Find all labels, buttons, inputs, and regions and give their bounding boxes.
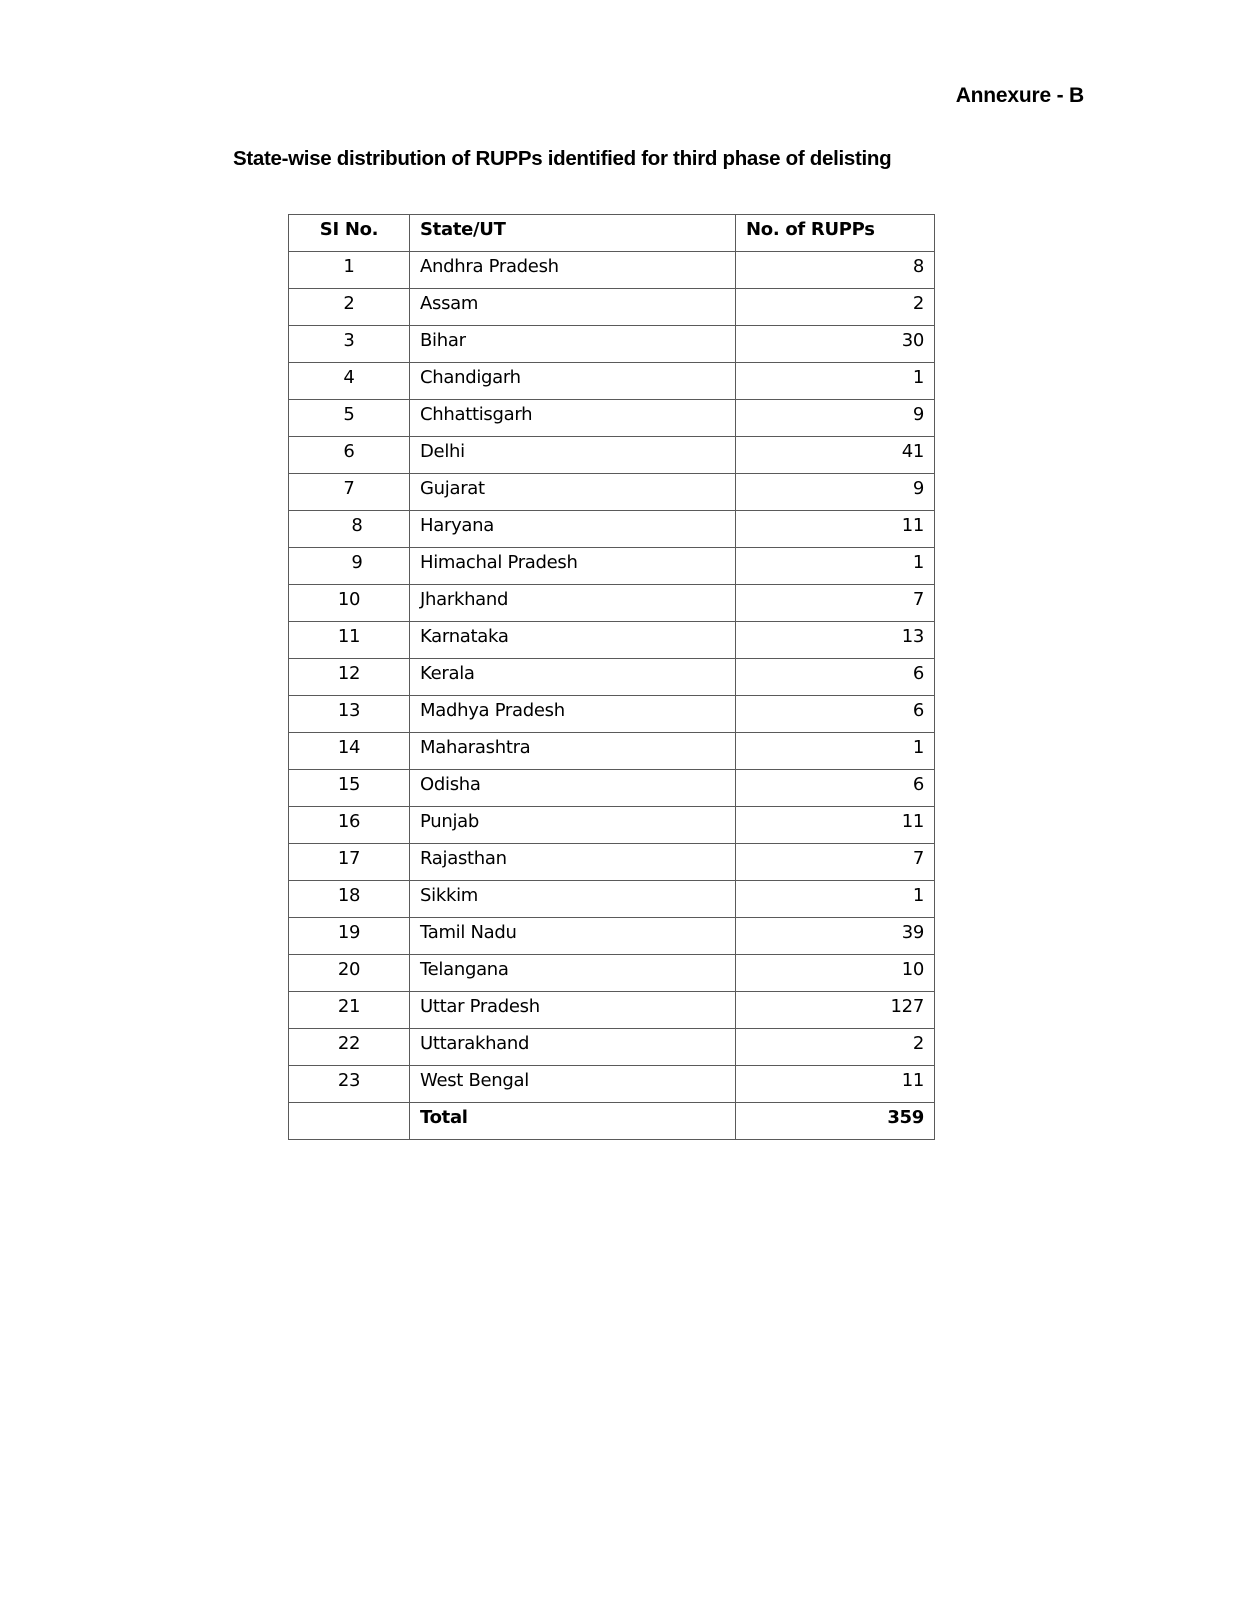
table-row [289,585,935,622]
state-cell: Telangana [410,955,736,992]
sl-no-cell: 11 [289,622,410,659]
rupp-count-cell: 1 [736,733,935,770]
table-row [289,437,935,474]
rupp-count-cell: 9 [736,474,935,511]
sl-no-cell: 17 [289,844,410,881]
total-sl-cell [289,1103,410,1140]
table-total-row [289,1103,935,1140]
sl-no-cell: 21 [289,992,410,1029]
table-row [289,252,935,289]
table-row [289,696,935,733]
sl-no-cell: 6 [289,437,410,474]
state-cell: Delhi [410,437,736,474]
state-cell: Rajasthan [410,844,736,881]
rupp-count-cell: 11 [736,1066,935,1103]
sl-no-cell: 15 [289,770,410,807]
rupp-count-cell: 30 [736,326,935,363]
state-cell: Madhya Pradesh [410,696,736,733]
rupp-count-cell: 1 [736,881,935,918]
rupp-count-cell: 39 [736,918,935,955]
sl-no-cell: 4 [289,363,410,400]
state-cell: Uttar Pradesh [410,992,736,1029]
sl-no-cell: 18 [289,881,410,918]
sl-no-cell: 7 [289,474,410,511]
state-cell: Gujarat [410,474,736,511]
sl-no-cell: 14 [289,733,410,770]
rupp-count-cell: 2 [736,1029,935,1066]
table-row [289,918,935,955]
table-row [289,326,935,363]
state-cell: Chhattisgarh [410,400,736,437]
table-row [289,474,935,511]
rupp-distribution-table [288,214,935,1140]
sl-no-cell: 12 [289,659,410,696]
table-row [289,733,935,770]
rupp-count-cell: 6 [736,770,935,807]
header-sl-no: SI No. [289,215,410,252]
table-row [289,1029,935,1066]
state-cell: Uttarakhand [410,1029,736,1066]
state-cell: Kerala [410,659,736,696]
sl-no-cell: 13 [289,696,410,733]
rupp-count-cell: 7 [736,844,935,881]
sl-no-cell: 22 [289,1029,410,1066]
state-cell: Odisha [410,770,736,807]
rupp-count-cell: 8 [736,252,935,289]
state-cell: Andhra Pradesh [410,252,736,289]
state-cell: Chandigarh [410,363,736,400]
rupp-count-cell: 13 [736,622,935,659]
total-count: 359 [736,1103,935,1140]
state-cell: Assam [410,289,736,326]
state-cell: Tamil Nadu [410,918,736,955]
table-row [289,955,935,992]
annexure-label: Annexure - B [955,84,1084,107]
sl-no-cell: 20 [289,955,410,992]
table-row [289,289,935,326]
total-label: Total [410,1103,736,1140]
sl-no-cell: 2 [289,289,410,326]
rupp-count-cell: 1 [736,363,935,400]
table-row [289,807,935,844]
table-row [289,770,935,807]
state-cell: Punjab [410,807,736,844]
state-cell: Karnataka [410,622,736,659]
state-cell: Maharashtra [410,733,736,770]
state-cell: Bihar [410,326,736,363]
table-header-row [289,215,935,252]
table-row [289,363,935,400]
state-cell: Sikkim [410,881,736,918]
header-count: No. of RUPPs [736,215,935,252]
table-row [289,1066,935,1103]
rupp-count-cell: 127 [736,992,935,1029]
state-cell: Jharkhand [410,585,736,622]
table-row [289,844,935,881]
sl-no-cell: 16 [289,807,410,844]
table-row [289,881,935,918]
sl-no-cell: 5 [289,400,410,437]
state-cell: West Bengal [410,1066,736,1103]
sl-no-cell: 10 [289,585,410,622]
rupp-count-cell: 1 [736,548,935,585]
sl-no-cell: 9 [289,548,410,585]
state-cell: Haryana [410,511,736,548]
table-row [289,622,935,659]
sl-no-cell: 1 [289,252,410,289]
rupp-count-cell: 9 [736,400,935,437]
rupp-count-cell: 41 [736,437,935,474]
table-row [289,659,935,696]
sl-no-cell: 19 [289,918,410,955]
state-cell: Himachal Pradesh [410,548,736,585]
rupp-count-cell: 7 [736,585,935,622]
header-state: State/UT [410,215,736,252]
sl-no-cell: 8 [289,511,410,548]
table-row [289,992,935,1029]
document-title: State-wise distribution of RUPPs identified for third phase of delisting [233,147,892,170]
sl-no-cell: 23 [289,1066,410,1103]
rupp-count-cell: 2 [736,289,935,326]
rupp-count-cell: 11 [736,511,935,548]
table-row [289,400,935,437]
table-row [289,548,935,585]
sl-no-cell: 3 [289,326,410,363]
rupp-count-cell: 10 [736,955,935,992]
rupp-count-cell: 6 [736,659,935,696]
table-body [289,252,935,1103]
table-row [289,511,935,548]
rupp-count-cell: 11 [736,807,935,844]
rupp-count-cell: 6 [736,696,935,733]
